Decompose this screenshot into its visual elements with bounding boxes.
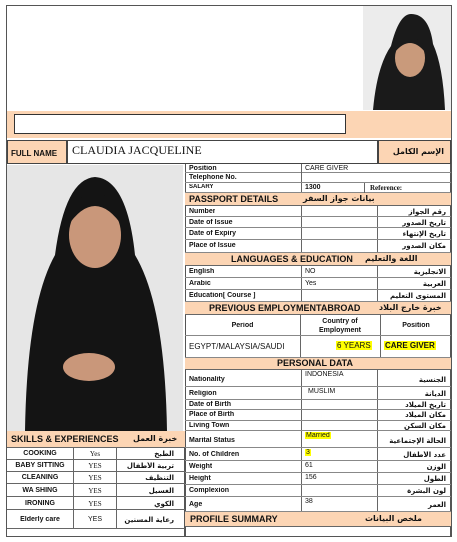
country-column-header: Country of Employment xyxy=(318,318,361,334)
nationality-value: INDONESIA xyxy=(305,371,344,378)
skill-babysitting-ar: تربية الأطفال xyxy=(126,462,174,470)
skill-cleaning-label: CLEANING xyxy=(21,474,59,481)
skill-elderly-care-ar: رعاية المسنين xyxy=(124,516,174,524)
children-ar: عدد الأطفال xyxy=(403,451,446,459)
place-of-birth-label: Place of Birth xyxy=(189,411,235,418)
skill-washing-label: WA SHING xyxy=(22,487,58,494)
skills-title: SKILLS & EXPERIENCES xyxy=(11,434,119,444)
religion-value: MUSLIM xyxy=(308,388,336,395)
languages-title-ar: اللغة والتعليم xyxy=(365,254,418,263)
full-name-label: FULL NAME xyxy=(11,149,58,158)
english-label: English xyxy=(189,268,215,275)
personal-header xyxy=(185,358,451,370)
profile-photo-large xyxy=(7,165,183,431)
languages-title: LANGUAGES & EDUCATION xyxy=(231,254,353,264)
title-box xyxy=(14,114,346,134)
nationality-label: Nationality xyxy=(189,376,225,383)
height-value: 156 xyxy=(305,474,317,481)
skill-ironing-ar: الكوي xyxy=(154,500,174,508)
height-ar: الطول xyxy=(423,475,446,483)
skill-ironing-value: YES xyxy=(88,500,102,508)
age-label: Age xyxy=(189,501,203,508)
position-column-header: Position xyxy=(402,322,430,329)
marital-status-label: Marital Status xyxy=(189,437,235,444)
employment-position-value: CARE GIVER xyxy=(385,341,435,350)
date-of-expiry-label: Date of Expiry xyxy=(189,230,237,237)
marital-status-value: Married xyxy=(306,432,330,439)
education-label: Education[ Course ] xyxy=(189,292,256,299)
english-ar: الانجليزية xyxy=(413,268,446,276)
date-of-birth-label: Date of Birth xyxy=(189,401,231,408)
employment-country-value: 6 YEARS xyxy=(337,341,371,350)
skill-ironing-label: IRONING xyxy=(25,500,55,507)
living-town-ar: مكان السكن xyxy=(404,422,446,430)
position-label: Position xyxy=(189,165,217,172)
complexion-ar: لون البشرة xyxy=(407,487,446,495)
profile-summary-header xyxy=(185,512,451,527)
religion-label: Religion xyxy=(189,390,217,397)
english-value: NO xyxy=(305,268,316,275)
skill-elderly-care-value: YES xyxy=(87,516,102,523)
arabic-value: Yes xyxy=(305,280,317,287)
personal-title: PERSONAL DATA xyxy=(277,358,354,368)
skill-washing-value: YES xyxy=(88,487,102,495)
marital-status-ar: الحالة الإجتماعية xyxy=(389,437,446,445)
profile-photo-small xyxy=(363,6,451,110)
skills-header xyxy=(7,431,185,448)
skill-washing-ar: الغسيل xyxy=(148,487,174,495)
age-value: 38 xyxy=(305,498,313,505)
skill-cooking-ar: الطبخ xyxy=(154,450,174,458)
children-value: 3 xyxy=(306,449,310,456)
passport-number-ar: رقم الجواز xyxy=(408,208,446,216)
passport-number-label: Number xyxy=(189,208,216,215)
skill-babysitting-label: BABY SITTING xyxy=(15,462,65,469)
skill-cooking-value: Yes xyxy=(89,450,101,458)
place-of-birth-ar: مكان الميلاد xyxy=(405,411,446,419)
weight-ar: الوزن xyxy=(426,463,446,471)
passport-title-ar: بيانات جواز السفر xyxy=(303,194,375,203)
nationality-ar: الجنسية xyxy=(418,376,446,384)
age-ar: العمر xyxy=(427,501,446,509)
position-value: CARE GIVER xyxy=(305,165,349,172)
date-of-expiry-ar: تاريخ الإنتهاء xyxy=(402,230,446,238)
date-of-birth-ar: تاريخ الميلاد xyxy=(405,401,446,409)
profile-summary-title: PROFILE SUMMARY xyxy=(190,514,278,524)
salary-label: SALARY xyxy=(189,184,214,190)
employment-header xyxy=(185,302,451,315)
weight-label: Weight xyxy=(189,463,213,470)
full-name-value: CLAUDIA JACQUELINE xyxy=(72,143,202,157)
date-of-issue-label: Date of Issue xyxy=(189,219,233,226)
children-label: No. of Children xyxy=(189,451,240,458)
passport-header xyxy=(185,193,451,206)
place-of-issue-label: Place of Issue xyxy=(189,242,236,249)
arabic-ar: العربية xyxy=(422,280,446,288)
religion-ar: الديانة xyxy=(424,390,446,398)
period-column-header: Period xyxy=(231,322,254,329)
skill-cleaning-value: YES xyxy=(88,474,102,482)
telephone-label: Telephone No. xyxy=(189,174,237,181)
salary-value: 1300 xyxy=(305,184,321,191)
skills-title-ar: خبرة العمل xyxy=(133,434,178,443)
reference-label: Reference: xyxy=(370,184,403,192)
employment-period-value: EGYPT/MALAYSIA/SAUDI xyxy=(189,342,285,351)
full-name-ar: الإسم الكامل xyxy=(392,147,444,156)
education-ar: المستوى التعليم xyxy=(390,292,446,300)
employment-title-ar: خبرة خارج البلاد xyxy=(379,303,442,312)
employment-title: PREVIOUS EMPLOYMENTABROAD xyxy=(209,303,361,313)
date-of-issue-ar: تاريخ الصدور xyxy=(402,219,446,227)
arabic-label: Arabic xyxy=(189,280,211,287)
skill-cleaning-ar: التنظيف xyxy=(145,474,174,482)
place-of-issue-ar: مكان الصدور xyxy=(402,242,446,250)
skill-elderly-care-label: Elderly care xyxy=(20,516,60,523)
height-label: Height xyxy=(189,475,211,482)
languages-header xyxy=(185,253,451,266)
complexion-label: Complexion xyxy=(189,487,230,494)
skill-cooking-label: COOKING xyxy=(23,450,57,457)
profile-summary-title-ar: ملخص البيانات xyxy=(365,514,423,523)
passport-title: PASSPORT DETAILS xyxy=(189,194,279,204)
living-town-label: Living Town xyxy=(189,422,230,429)
skill-babysitting-value: YES xyxy=(88,462,102,470)
weight-value: 61 xyxy=(305,462,313,469)
